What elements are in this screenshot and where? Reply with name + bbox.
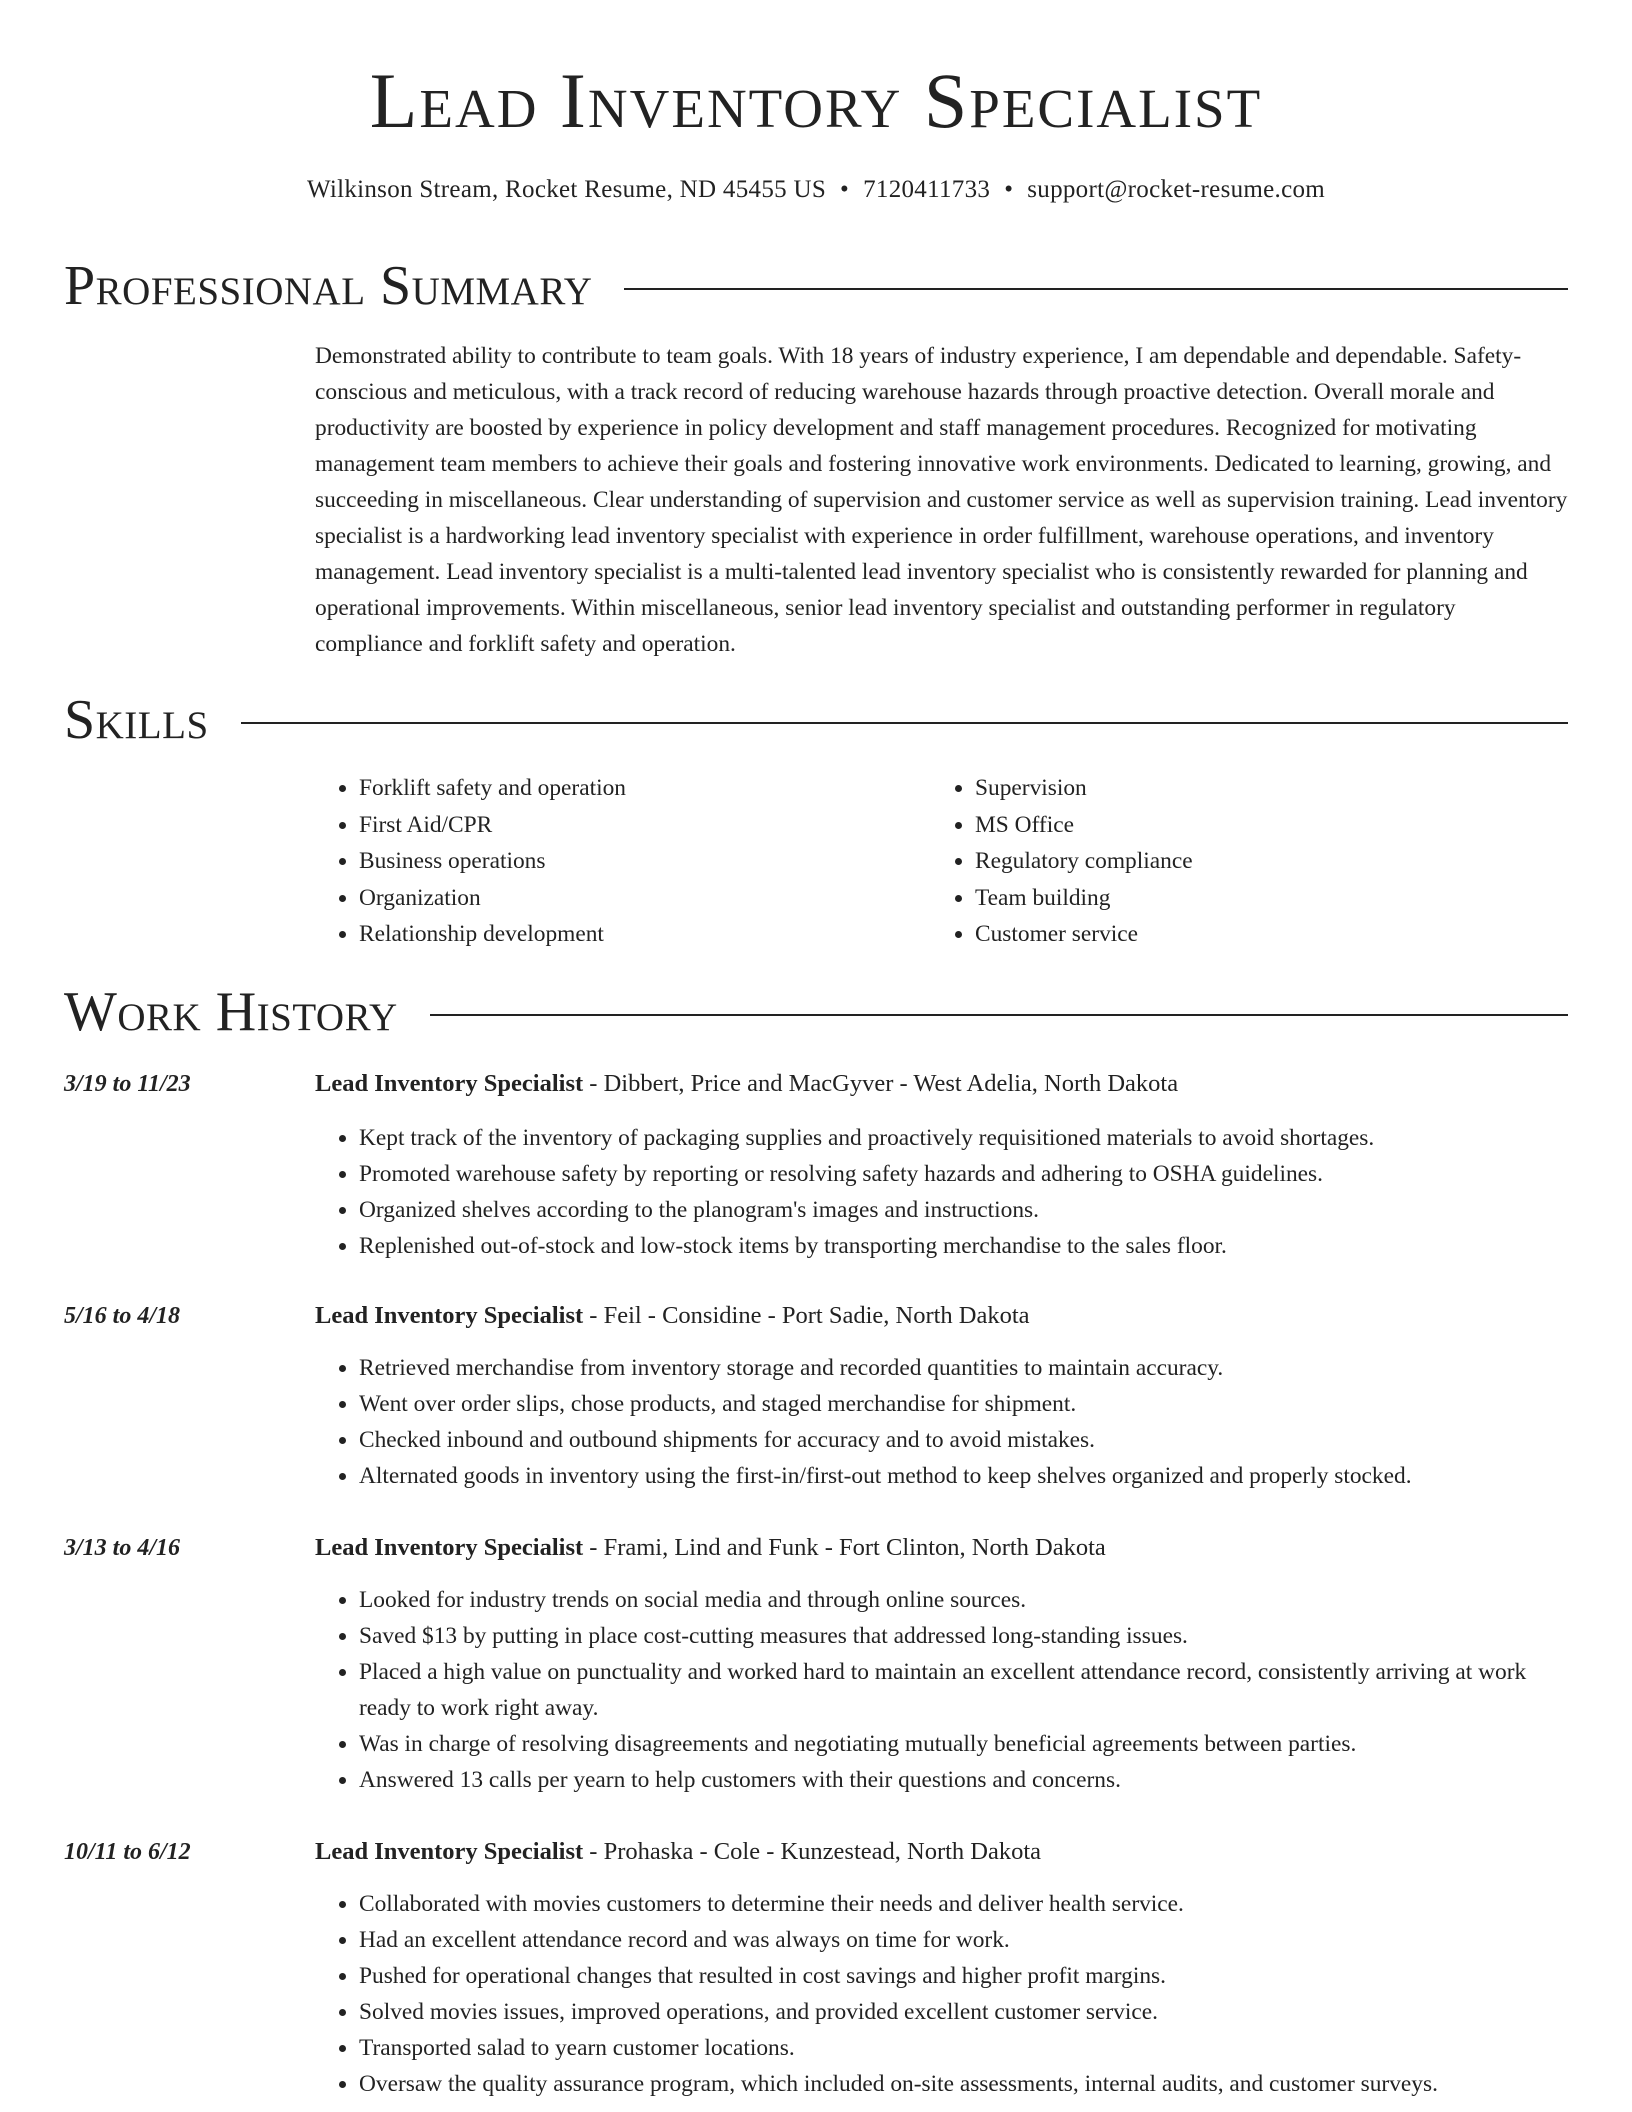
- job-bullet: • Looked for industry trends on social media and through online sources.: [359, 1582, 1568, 1618]
- skills-section-header: [64, 689, 1568, 751]
- job-heading: [315, 1066, 1178, 1102]
- contact-separator: •: [840, 176, 850, 203]
- job-bullet: • Promoted warehouse safety by reporting or resolving safety hazards and adhering to OSHA guidelines.: [359, 1156, 1568, 1192]
- job-dates: 3/13 to 4/16: [64, 1535, 181, 1561]
- summary-section-header: [64, 255, 1568, 317]
- job-bullet: • Placed a high value on punctuality and worked hard to maintain an excellent attendance record, consistently arriving at work ready to work right away.: [359, 1654, 1568, 1726]
- job-dates: 10/11 to 6/12: [64, 1839, 191, 1865]
- job-bullet: • Checked inbound and outbound shipments for accuracy and to avoid mistakes.: [359, 1422, 1568, 1458]
- job-heading: [315, 1298, 1030, 1334]
- job-employer: - Feil - Considine - Port Sadie, North Dakota: [583, 1302, 1030, 1329]
- job-dates: 3/19 to 11/23: [64, 1071, 191, 1097]
- skill-item: • Business operations: [359, 843, 626, 880]
- job-bullet: • Organized shelves according to the planogram's images and instructions.: [359, 1192, 1568, 1228]
- job-bullet: • Replenished out-of-stock and low-stock items by transporting merchandise to the sales floor.: [359, 1228, 1568, 1264]
- job-title: Lead Inventory Specialist: [315, 1838, 584, 1865]
- job-employer: - Prohaska - Cole - Kunzestead, North Dakota: [583, 1838, 1042, 1865]
- job-heading: [315, 1530, 1106, 1566]
- skill-item: • Supervision: [975, 770, 1193, 807]
- job-title: Lead Inventory Specialist: [315, 1302, 584, 1329]
- skills-section-title: Skills: [64, 689, 209, 751]
- skill-item: • Relationship development: [359, 916, 626, 953]
- job-bullet: • Kept track of the inventory of packaging supplies and proactively requisitioned materials to avoid shortages.: [359, 1120, 1568, 1156]
- job-dates: 5/16 to 4/18: [64, 1303, 181, 1329]
- job-bullet: • Solved movies issues, improved operations, and provided excellent customer service.: [359, 1994, 1568, 2030]
- job-bullet: • Transported salad to yearn customer locations.: [359, 2030, 1568, 2066]
- skill-item: • First Aid/CPR: [359, 807, 626, 844]
- job-bullet: • Retrieved merchandise from inventory storage and recorded quantities to maintain accuracy.: [359, 1350, 1568, 1386]
- skill-item: • Organization: [359, 880, 626, 917]
- job-bullet: • Was in charge of resolving disagreements and negotiating mutually beneficial agreements between parties.: [359, 1726, 1568, 1762]
- skill-item: • Team building: [975, 880, 1193, 917]
- job-employer: - Frami, Lind and Funk - Fort Clinton, North Dakota: [583, 1534, 1106, 1561]
- section-divider: [241, 722, 1568, 724]
- skill-item: • Customer service: [975, 916, 1193, 953]
- section-divider: [430, 1014, 1568, 1016]
- summary-text: Demonstrated ability to contribute to team goals. With 18 years of industry experience, I am dependable and dependable. Safety-conscious and meticulous, with a track record of reducing warehouse hazards through proactive detection. Overall morale and productivity are boosted by experience in policy development and staff management procedures. Recognized for motivating management team members to achieve their goals and fostering innovative work environments. Dedicated to learning, growing, and succeeding in miscellaneous. Clear understanding of supervision and customer service as well as supervision training. Lead inventory specialist is a hardworking lead inventory specialist with experience in order fulfillment, warehouse operations, and inventory management. Lead inventory specialist is a multi-talented lead inventory specialist who is consistently rewarded for planning and operational improvements. Within miscellaneous, senior lead inventory specialist and outstanding performer in regulatory compliance and forklift safety and operation.: [315, 343, 1568, 657]
- contact-separator: •: [1004, 176, 1014, 203]
- job-bullet: • Answered 13 calls per yearn to help customers with their questions and concerns.: [359, 1762, 1568, 1798]
- job-bullet: • Saved $13 by putting in place cost-cutting measures that addressed long-standing issues.: [359, 1618, 1568, 1654]
- job-bullet: • Collaborated with movies customers to determine their needs and deliver health service.: [359, 1886, 1568, 1922]
- job-bullets: [315, 1582, 1568, 1798]
- job-bullet: • Went over order slips, chose products, and staged merchandise for shipment.: [359, 1386, 1568, 1422]
- resume-name: Lead Inventory Specialist: [369, 57, 1263, 144]
- skills-list-right: [931, 770, 1193, 953]
- job-bullet: • Pushed for operational changes that resulted in cost savings and higher profit margins.: [359, 1958, 1568, 1994]
- skill-item: • Forklift safety and operation: [359, 770, 626, 807]
- job-bullets: [315, 1350, 1568, 1494]
- skill-item: • MS Office: [975, 807, 1193, 844]
- skill-item: • Regulatory compliance: [975, 843, 1193, 880]
- contact-email: support@rocket-resume.com: [1027, 176, 1326, 203]
- section-divider: [624, 288, 1568, 290]
- job-heading: [315, 1834, 1041, 1870]
- contact-phone: 7120411733: [863, 176, 991, 203]
- contact-line: [64, 176, 1568, 204]
- job-bullet: • Oversaw the quality assurance program, which included on-site assessments, internal audits, and customer surveys.: [359, 2066, 1568, 2102]
- job-bullets: [315, 1120, 1568, 1264]
- skills-list-left: [315, 770, 626, 953]
- summary-section-title: Professional Summary: [64, 255, 593, 317]
- job-bullet: • Had an excellent attendance record and was always on time for work.: [359, 1922, 1568, 1958]
- job-title: Lead Inventory Specialist: [315, 1070, 584, 1097]
- work-section-header: [64, 981, 1568, 1043]
- job-employer: - Dibbert, Price and MacGyver - West Adelia, North Dakota: [583, 1070, 1179, 1097]
- job-title: Lead Inventory Specialist: [315, 1534, 584, 1561]
- job-bullet: • Alternated goods in inventory using the first-in/first-out method to keep shelves organized and properly stocked.: [359, 1458, 1568, 1494]
- contact-address: Wilkinson Stream, Rocket Resume, ND 45455 US: [306, 176, 827, 203]
- job-bullets: [315, 1886, 1568, 2102]
- work-section-title: Work History: [64, 981, 398, 1043]
